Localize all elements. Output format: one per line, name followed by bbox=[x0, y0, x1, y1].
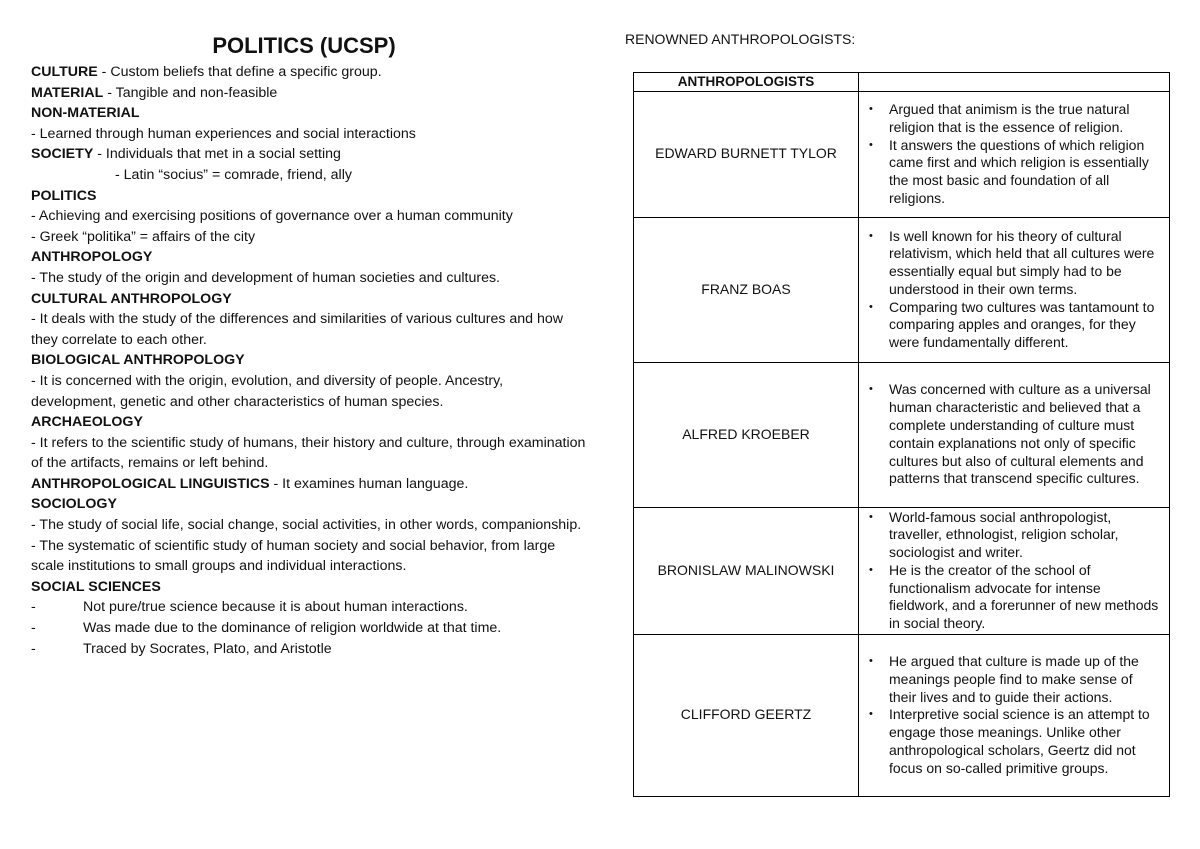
culture-definition: - Custom beliefs that define a specific group. bbox=[97, 64, 382, 80]
bullet-point: • Comparing two cultures was tantamount to comparing apples and oranges, for they were fundamentally different. bbox=[879, 299, 1159, 352]
nonmaterial-definition: - Learned through human experiences and social interactions bbox=[31, 125, 416, 142]
table-header-anthropologists: ANTHROPOLOGISTS bbox=[634, 73, 859, 92]
archaeology-definition: - It refers to the scientific study of humans, their history and culture, through examination of the artifacts, remains or left behind. bbox=[31, 434, 586, 472]
anthropologist-name: ALFRED KROEBER bbox=[634, 362, 859, 507]
anthropologist-name: EDWARD BURNETT TYLOR bbox=[634, 91, 859, 217]
anthropologist-description bbox=[859, 507, 1170, 634]
anthropology-definition: - The study of the origin and development of human societies and cultures. bbox=[31, 269, 500, 286]
material-definition: - Tangible and non-feasible bbox=[103, 84, 278, 101]
material-entry bbox=[31, 83, 591, 104]
table-row bbox=[634, 507, 1170, 634]
bullet-point: • It answers the questions of which religion came first and which religion is essentially the most basic and foundation of all religions. bbox=[879, 137, 1159, 208]
dash-marker: - bbox=[31, 640, 36, 657]
table-row bbox=[634, 634, 1170, 796]
society-definition: - Individuals that met in a social setting bbox=[93, 146, 341, 163]
dash-marker: - bbox=[31, 599, 36, 616]
social-sciences-item: - Not pure/true science because it is about human interactions. bbox=[31, 597, 591, 618]
anthropologist-description bbox=[859, 217, 1170, 362]
table-row bbox=[634, 362, 1170, 507]
archaeology-term: ARCHAEOLOGY bbox=[31, 414, 143, 431]
biological-anthropology-term: BIOLOGICAL ANTHROPOLOGY bbox=[31, 352, 245, 369]
nonmaterial-term: NON-MATERIAL bbox=[31, 105, 140, 122]
page-title: POLITICS (UCSP) bbox=[212, 33, 396, 58]
linguistics-term: ANTHROPOLOGICAL LINGUISTICS bbox=[31, 475, 270, 492]
society-latin-note: - Latin “socius” = comrade, friend, ally bbox=[115, 166, 352, 183]
bullet-point: • Argued that animism is the true natural religion that is the essence of religion. bbox=[879, 101, 1159, 137]
linguistics-entry bbox=[31, 474, 591, 495]
material-term: MATERIAL bbox=[31, 84, 104, 101]
anthropologist-description bbox=[859, 362, 1170, 507]
linguistics-definition: - It examines human language. bbox=[269, 475, 469, 492]
culture-entry bbox=[31, 62, 591, 83]
sociology-definition-2: - The systematic of scientific study of human society and social behavior, from large scale institutions to small groups and individual interactions. bbox=[31, 537, 556, 575]
anthropologist-name: FRANZ BOAS bbox=[634, 217, 859, 362]
table-header-empty bbox=[859, 73, 1170, 92]
bullet-point: • He argued that culture is made up of the meanings people find to make sense of their lives and to guide their actions. bbox=[879, 653, 1159, 706]
social-sciences-item: - Traced by Socrates, Plato, and Aristotle bbox=[31, 639, 591, 660]
anthropologists-heading: RENOWNED ANTHROPOLOGISTS: bbox=[625, 31, 856, 47]
sociology-term: SOCIOLOGY bbox=[31, 496, 117, 513]
social-sciences-term: SOCIAL SCIENCES bbox=[31, 578, 161, 595]
bullet-point: • Was concerned with culture as a universal human characteristic and believed that a complete understanding of culture must contain explanations not only of specific cultures but also of cultural elements and patterns that transcend specific cultures. bbox=[879, 381, 1159, 488]
bullet-point: • World-famous social anthropologist, traveller, ethnologist, religion scholar, sociologist and writer. bbox=[879, 509, 1159, 562]
anthropologist-description bbox=[859, 91, 1170, 217]
biological-anthropology-definition: - It is concerned with the origin, evolution, and diversity of people. Ancestry, development, genetic and other characteristics of human species. bbox=[31, 372, 504, 410]
politics-greek-note: - Greek “politika” = affairs of the city bbox=[31, 228, 256, 245]
anthropologist-description bbox=[859, 634, 1170, 796]
cultural-anthropology-definition: - It deals with the study of the differences and similarities of various cultures and how they correlate to each other. bbox=[31, 311, 564, 348]
dash-marker: - bbox=[31, 620, 36, 637]
society-term: SOCIETY bbox=[31, 146, 94, 163]
cultural-anthropology-term: CULTURAL ANTHROPOLOGY bbox=[31, 290, 232, 307]
culture-term: CULTURE bbox=[31, 64, 98, 80]
anthropology-term: ANTHROPOLOGY bbox=[31, 249, 153, 266]
social-sciences-item: - Was made due to the dominance of religion worldwide at that time. bbox=[31, 618, 591, 639]
sociology-definition-1: - The study of social life, social change, social activities, in other words, companionship. bbox=[31, 517, 582, 534]
table-header-row bbox=[634, 73, 1170, 92]
table-row bbox=[634, 91, 1170, 217]
anthropologist-name: BRONISLAW MALINOWSKI bbox=[634, 507, 859, 634]
anthropologist-name: CLIFFORD GEERTZ bbox=[634, 634, 859, 796]
bullet-point: • Interpretive social science is an attempt to engage those meanings. Unlike other anthropological scholars, Geertz did not focus on so-called primitive groups. bbox=[879, 706, 1159, 777]
bullet-point: • He is the creator of the school of functionalism advocate for intense fieldwork, and a forerunner of new methods in social theory. bbox=[879, 562, 1159, 633]
anthropologists-table bbox=[633, 72, 1170, 797]
society-entry bbox=[31, 144, 591, 165]
politics-term: POLITICS bbox=[31, 187, 97, 204]
table-row bbox=[634, 217, 1170, 362]
politics-definition: - Achieving and exercising positions of governance over a human community bbox=[31, 208, 513, 225]
bullet-point: • Is well known for his theory of cultural relativism, which held that all cultures were essentially equal but simply had to be understood in their own terms. bbox=[879, 228, 1159, 299]
left-column bbox=[31, 30, 591, 659]
